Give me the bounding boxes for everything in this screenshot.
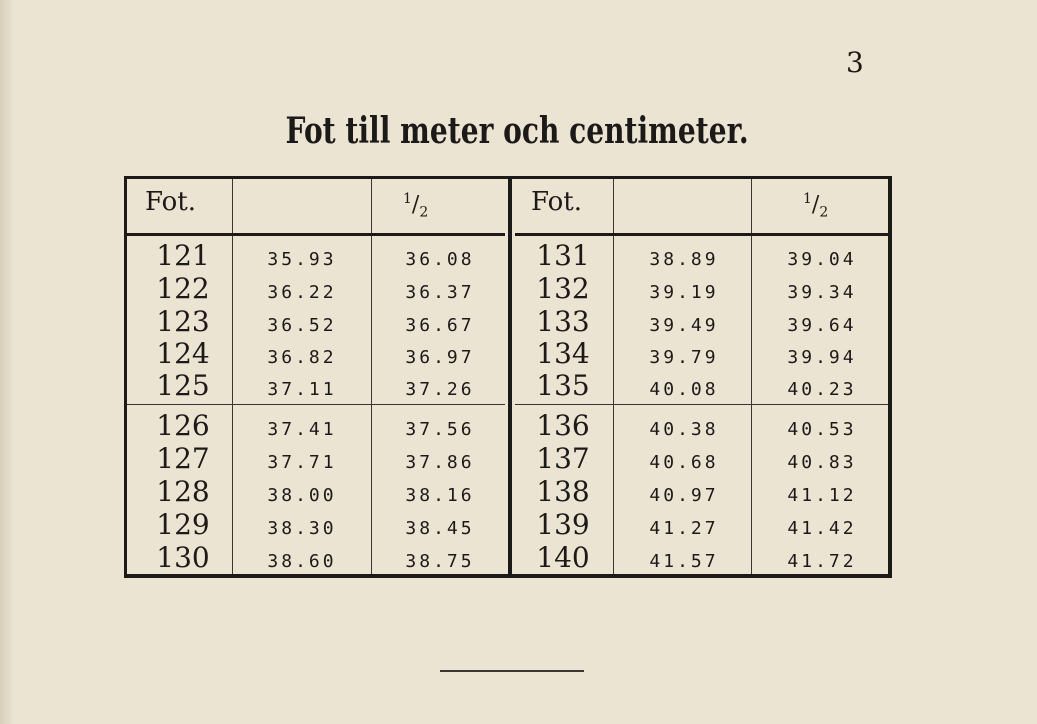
fot-cell: 139 <box>536 508 590 541</box>
meter-cell: 39.49 <box>649 315 719 336</box>
half-meter-cell: 37.86 <box>405 452 475 473</box>
table-row <box>127 305 895 339</box>
half-meter-cell: 40.83 <box>787 452 857 473</box>
half-meter-cell: 36.08 <box>405 249 475 270</box>
meter-cell: 39.79 <box>649 347 719 368</box>
table-row <box>127 508 895 542</box>
half-meter-cell: 40.23 <box>787 379 857 400</box>
meter-cell: 41.27 <box>649 518 719 539</box>
meter-cell: 40.97 <box>649 485 719 506</box>
meter-cell: 37.41 <box>267 419 337 440</box>
half-meter-cell: 39.64 <box>787 315 857 336</box>
meter-cell: 38.89 <box>649 249 719 270</box>
table-row <box>127 337 895 371</box>
meter-cell: 35.93 <box>267 249 337 270</box>
half-meter-cell: 39.94 <box>787 347 857 368</box>
half-meter-cell: 38.45 <box>405 518 475 539</box>
half-meter-cell: 37.56 <box>405 419 475 440</box>
fot-cell: 131 <box>536 239 590 272</box>
footer-rule <box>440 670 584 672</box>
header-fot-left: Fot. <box>145 187 196 217</box>
fot-cell: 132 <box>536 272 590 305</box>
header-fot-right: Fot. <box>531 187 582 217</box>
fot-cell: 128 <box>156 475 210 508</box>
half-meter-cell: 39.34 <box>787 282 857 303</box>
fot-cell: 134 <box>536 337 590 370</box>
page-edge-shadow <box>0 0 14 724</box>
fot-cell: 137 <box>536 442 590 475</box>
half-meter-cell: 38.75 <box>405 551 475 572</box>
half-meter-cell: 41.42 <box>787 518 857 539</box>
meter-cell: 37.71 <box>267 452 337 473</box>
fot-cell: 125 <box>156 369 210 402</box>
half-meter-cell: 40.53 <box>787 419 857 440</box>
group-rule-left <box>127 404 505 405</box>
table-row <box>127 272 895 306</box>
table-row <box>127 409 895 443</box>
meter-cell: 36.22 <box>267 282 337 303</box>
header-rule-right <box>515 233 888 236</box>
table-row <box>127 475 895 509</box>
fot-cell: 122 <box>156 272 210 305</box>
fot-cell: 121 <box>156 239 210 272</box>
header-half-left: $^1/_2$ <box>403 191 429 221</box>
page-number: 3 <box>846 46 864 79</box>
half-meter-cell: 39.04 <box>787 249 857 270</box>
fot-cell: 140 <box>536 541 590 574</box>
page-title: Fot till meter och centimeter. <box>285 110 749 152</box>
meter-cell: 41.57 <box>649 551 719 572</box>
header-half-right: $^1/_2$ <box>803 191 829 221</box>
meter-cell: 39.19 <box>649 282 719 303</box>
fot-cell: 138 <box>536 475 590 508</box>
table-row <box>127 442 895 476</box>
half-meter-cell: 41.12 <box>787 485 857 506</box>
meter-cell: 38.00 <box>267 485 337 506</box>
half-meter-cell: 41.72 <box>787 551 857 572</box>
meter-cell: 40.08 <box>649 379 719 400</box>
fot-cell: 123 <box>156 305 210 338</box>
half-meter-cell: 36.67 <box>405 315 475 336</box>
table-row <box>127 239 895 273</box>
meter-cell: 36.52 <box>267 315 337 336</box>
meter-cell: 40.68 <box>649 452 719 473</box>
fot-cell: 130 <box>156 541 210 574</box>
header-rule-left <box>127 233 505 236</box>
conversion-table <box>124 176 892 578</box>
meter-cell: 40.38 <box>649 419 719 440</box>
half-meter-cell: 36.37 <box>405 282 475 303</box>
fot-cell: 127 <box>156 442 210 475</box>
meter-cell: 36.82 <box>267 347 337 368</box>
half-meter-cell: 38.16 <box>405 485 475 506</box>
fot-cell: 129 <box>156 508 210 541</box>
fot-cell: 126 <box>156 409 210 442</box>
half-meter-cell: 36.97 <box>405 347 475 368</box>
table-row <box>127 369 895 403</box>
meter-cell: 38.30 <box>267 518 337 539</box>
table-row <box>127 541 895 575</box>
meter-cell: 37.11 <box>267 379 337 400</box>
fot-cell: 124 <box>156 337 210 370</box>
half-meter-cell: 37.26 <box>405 379 475 400</box>
fot-cell: 135 <box>536 369 590 402</box>
fot-cell: 133 <box>536 305 590 338</box>
group-rule-right <box>515 404 888 405</box>
fot-cell: 136 <box>536 409 590 442</box>
meter-cell: 38.60 <box>267 551 337 572</box>
